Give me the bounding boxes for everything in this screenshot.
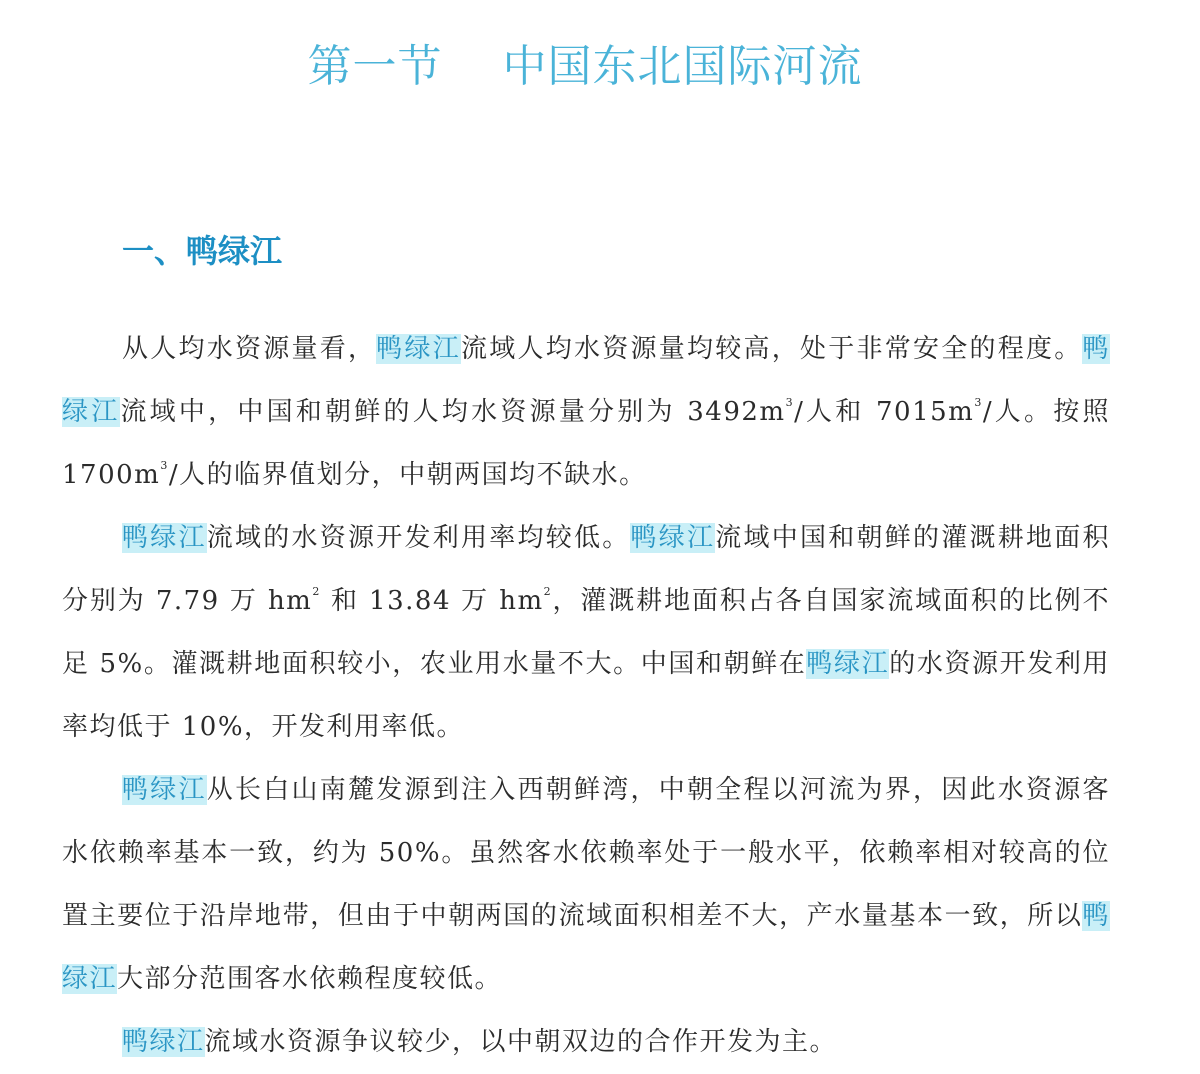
text-run: 流域中，中国和朝鲜的人均水资源量分别为 3492m <box>120 397 786 427</box>
paragraph <box>62 759 1110 1011</box>
highlighted-term: 鸭绿江 <box>806 649 890 679</box>
highlighted-term: 鸭绿江 <box>122 775 207 805</box>
text-run: ，灌溉耕地面积占各自国家流域面积的比例不足 5%。灌溉耕地面积较小，农业用水量不大。中国和朝鲜在 <box>62 586 1110 679</box>
text-run: 大部分范围客水依赖程度较低。 <box>117 964 503 994</box>
highlighted-term: 鸭绿江 <box>630 523 716 553</box>
superscript: 3 <box>160 459 169 472</box>
text-run: 流域水资源争议较少，以中朝双边的合作开发为主。 <box>204 1027 838 1057</box>
text-run: 流域的水资源开发利用率均较低。 <box>206 523 631 553</box>
text-run: 和 13.84 万 hm <box>320 586 544 616</box>
text-run: 从长白山南麓发源到注入西朝鲜湾，中朝全程以河流为界，因此水资源客水依赖率基本一致，约为 50%。虽然客水依赖率处于一般水平，依赖率相对较高的位置主要位于沿岸地带，但由于中朝两国的流域面积相差不大，产水量基本一致，所以 <box>62 775 1110 931</box>
highlighted-term: 鸭绿江 <box>122 523 207 553</box>
highlighted-term: 鸭绿江 <box>62 334 1110 427</box>
text-run: /人。按照 1700m <box>62 397 1110 490</box>
text-run: 的水资源开发利用率均低于 10%，开发利用率低。 <box>62 649 1110 742</box>
body-text <box>62 318 1110 1074</box>
text-run: 流域人均水资源量均较高，处于非常安全的程度。 <box>460 334 1083 364</box>
section-title: 第一节 中国东北国际河流 <box>307 41 863 92</box>
superscript: 2 <box>312 585 321 598</box>
text-run: 从人均水资源量看， <box>122 334 377 364</box>
superscript: 2 <box>543 585 553 598</box>
paragraph <box>62 318 1110 507</box>
superscript: 3 <box>785 396 795 409</box>
subsection-heading: 一、鸭绿江 <box>122 232 283 270</box>
paragraph <box>62 507 1110 759</box>
highlighted-term: 鸭绿江 <box>376 334 461 364</box>
highlighted-term: 鸭绿江 <box>62 901 1110 994</box>
text-run: /人和 7015m <box>794 397 975 427</box>
highlighted-term: 鸭绿江 <box>122 1027 205 1057</box>
paragraph <box>62 1011 1110 1074</box>
text-run: /人的临界值划分，中朝两国均不缺水。 <box>168 460 647 490</box>
text-run: 流域中国和朝鲜的灌溉耕地面积分别为 7.79 万 hm <box>62 523 1110 616</box>
superscript: 3 <box>974 396 983 409</box>
